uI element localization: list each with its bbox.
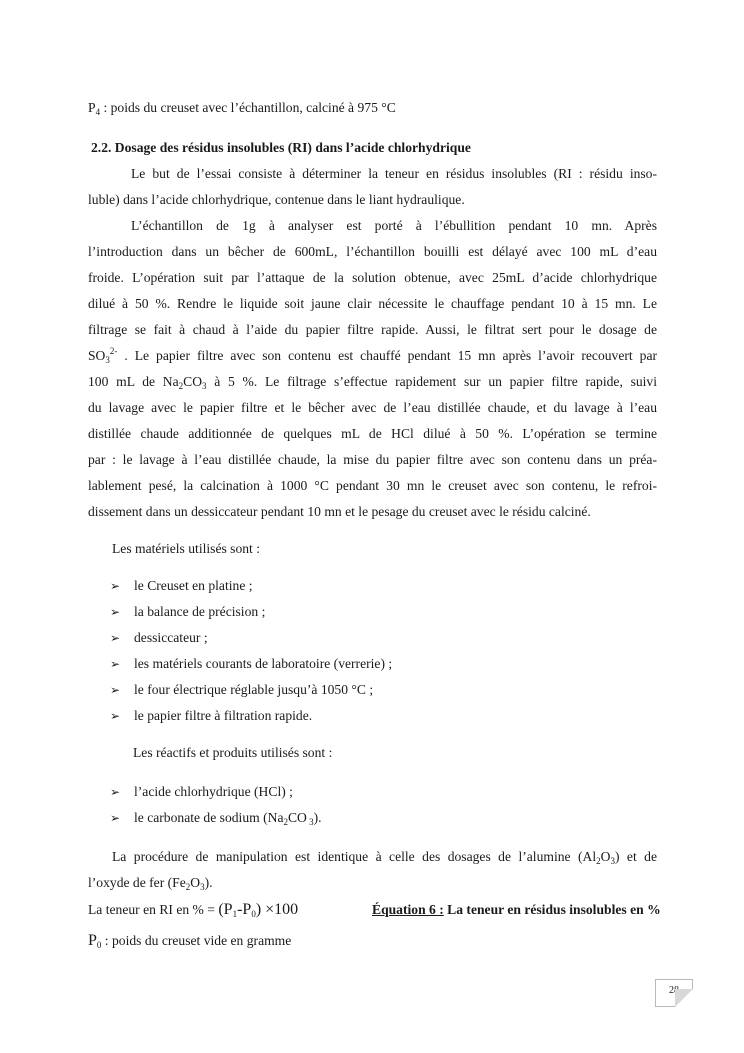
page-curl-icon bbox=[675, 989, 693, 1007]
para2-line3: froide. L’opération suit par l’attaque de la solution obtenue, avec 25mL d’acide chlorhydrique bbox=[88, 270, 657, 285]
list-item: ➢ le papier filtre à filtration rapide. bbox=[110, 708, 313, 723]
list-item: ➢ l’acide chlorhydrique (HCl) ; bbox=[110, 784, 293, 799]
para2-line5: filtrage se fait à chaud à l’aide du papier filtre rapide. Aussi, le filtrat sert pour le dosage de bbox=[88, 322, 657, 337]
para2-line6: $SO_3^{2-}$ . Le papier filtre avec son contenu est chauffé pendant 15 mn après l’avoir recouvert par bbox=[88, 346, 657, 365]
p0-definition: $P_0$ : poids du creuset vide en gramme bbox=[88, 932, 292, 950]
list-item: ➢ le Creuset en platine ; bbox=[110, 578, 253, 593]
para2-line7: 100 mL de $Na_2CO_3$ à 5 %. Le filtrage s’effectue rapidement sur un papier filtre rapide, suivi bbox=[88, 374, 658, 391]
arrow-bullet-icon: ➢ bbox=[110, 811, 121, 825]
para2-line4: dilué à 50 %. Rendre le liquide soit jaune clair nécessite le chauffage pendant 10 à 15 mn. Le bbox=[88, 296, 657, 311]
arrow-bullet-icon: ➢ bbox=[110, 709, 121, 723]
page-number: 28 bbox=[655, 979, 693, 1007]
para2-line8: du lavage avec le papier filtre et le bêcher avec de l’eau distillée chaude, et du lavage à l’eau bbox=[88, 400, 657, 415]
equation-formula: La teneur en RI en % = $(P_1-P_0) \times 100$ bbox=[88, 901, 299, 919]
p4-definition: $P_4$ : poids du creuset avec l’échantillon, calciné à 975 °C bbox=[88, 100, 396, 117]
procedure-line2: l’oxyde de fer $(Fe_2O_3)$. bbox=[88, 875, 213, 892]
para2-line12: dissement dans un dessiccateur pendant 10 mn et le pesage du creuset avec le résidu calciné. bbox=[88, 504, 591, 519]
arrow-bullet-icon: ➢ bbox=[110, 657, 121, 671]
list-item: ➢ la balance de précision ; bbox=[110, 604, 266, 619]
list-item: ➢ le carbonate de sodium ($Na_2CO$ $_3$). bbox=[110, 810, 322, 827]
arrow-bullet-icon: ➢ bbox=[110, 579, 121, 593]
list-item: ➢ dessiccateur ; bbox=[110, 630, 208, 645]
para1-line2: luble) dans l’acide chlorhydrique, contenue dans le liant hydraulique. bbox=[88, 192, 465, 207]
section-heading: 2.2. Dosage des résidus insolubles (RI) dans l’acide chlorhydrique bbox=[91, 140, 471, 155]
para2-line10: par : le lavage à l’eau distillée chaude, la mise du papier filtre avec son contenu dans un préa- bbox=[88, 452, 657, 467]
para2-line11: lablement pesé, la calcination à 1000 °C pendant 30 mn le creuset avec son contenu, le refroi- bbox=[88, 478, 657, 493]
reagents-intro: Les réactifs et produits utilisés sont : bbox=[133, 745, 333, 760]
para2-line2: l’introduction dans un bêcher de 600mL, l’échantillon bouilli est délayé avec 100 mL d’eau bbox=[88, 244, 657, 259]
list-item: ➢ les matériels courants de laboratoire (verrerie) ; bbox=[110, 656, 393, 671]
list-item: ➢ le four électrique réglable jusqu’à 1050 °C ; bbox=[110, 682, 374, 697]
equation-caption: Équation 6 : La teneur en résidus insolubles en % bbox=[372, 902, 661, 917]
arrow-bullet-icon: ➢ bbox=[110, 605, 121, 619]
arrow-bullet-icon: ➢ bbox=[110, 631, 121, 645]
arrow-bullet-icon: ➢ bbox=[110, 785, 121, 799]
procedure-line1: La procédure de manipulation est identique à celle des dosages de l’alumine $(Al_2O_3)$ et de bbox=[112, 849, 657, 866]
arrow-bullet-icon: ➢ bbox=[110, 683, 121, 697]
materials-intro: Les matériels utilisés sont : bbox=[112, 541, 260, 556]
para2-line9: distillée chaude additionnée de quelques mL de HCl dilué à 50 %. L’opération se termine bbox=[88, 426, 657, 441]
para1-line1: Le but de l’essai consiste à déterminer la teneur en résidus insolubles (RI : résidu inso- bbox=[131, 166, 657, 181]
para2-line1: L’échantillon de 1g à analyser est porté à l’ébullition pendant 10 mn. Après bbox=[131, 218, 657, 233]
